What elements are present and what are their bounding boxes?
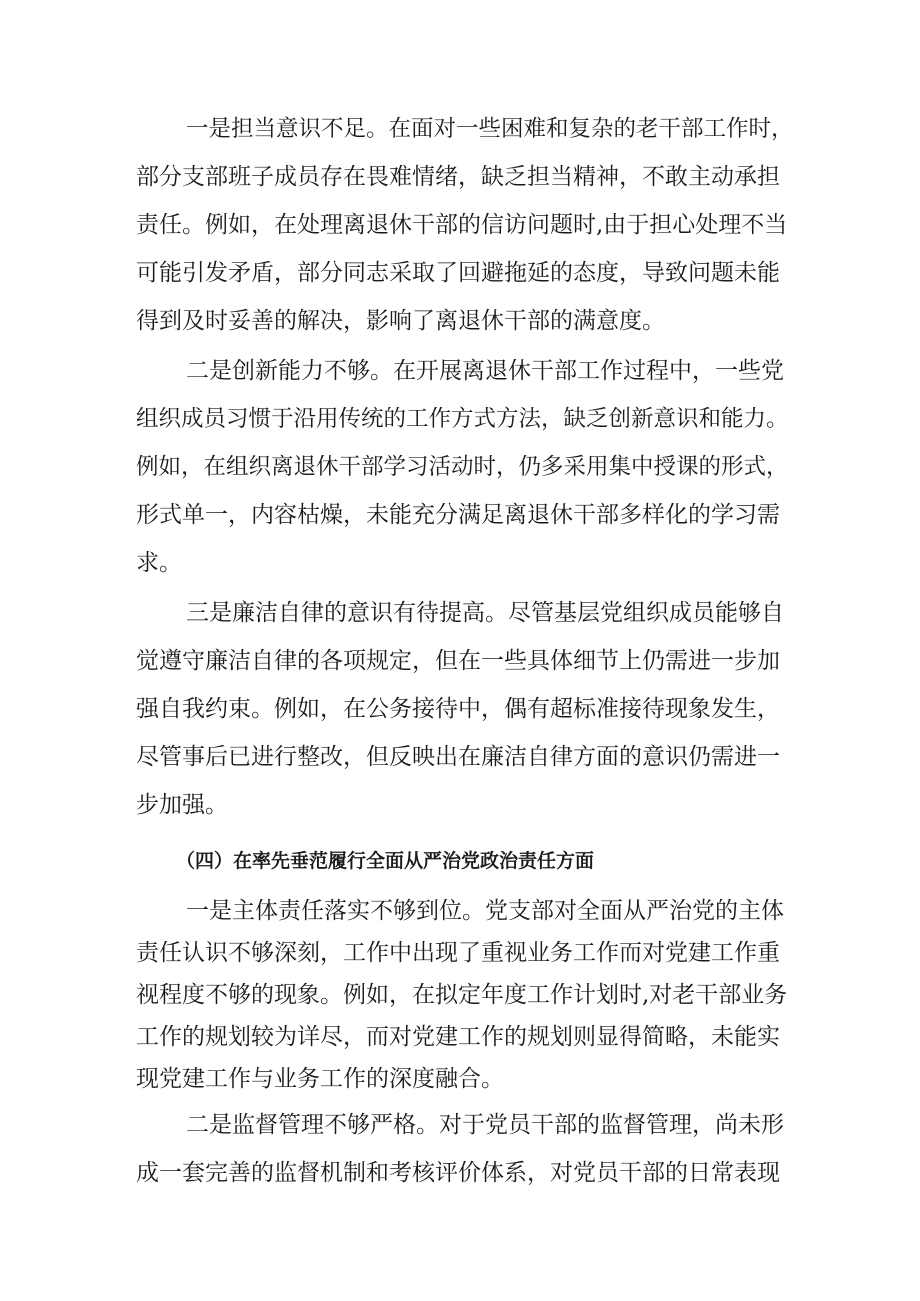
paragraph-2-line-4: 形式单一，内容枯燥，未能充分满足离退休干部多样化的学习需 xyxy=(136,502,780,528)
paragraph-1-line-3: 责任。例如，在处理离退休干部的信访问题时,由于担心处理不当 xyxy=(136,212,788,238)
paragraph-1-line-1: 一是担当意识不足。在面对一些困难和复杂的老干部工作时， xyxy=(186,116,794,142)
paragraph-2-line-3: 例如，在组织离退休干部学习活动时，仍多采用集中授课的形式， xyxy=(136,454,789,480)
paragraph-3-line-3: 强自我约束。例如，在公务接待中，偶有超标准接待现象发生， xyxy=(136,696,780,722)
paragraph-4-line-1: 一是主体责任落实不够到位。党支部对全面从严治党的主体 xyxy=(186,898,784,924)
paragraph-2-line-2: 组织成员习惯于沿用传统的工作方式方法，缺乏创新意识和能力。 xyxy=(136,406,789,432)
paragraph-5-line-2: 成一套完善的监督机制和考核评价体系，对党员干部的日常表现 xyxy=(136,1160,780,1186)
paragraph-1-line-2: 部分支部班子成员存在畏难情绪，缺乏担当精神，不敢主动承担 xyxy=(136,164,780,190)
paragraph-3-line-5: 步加强。 xyxy=(136,792,228,818)
section-heading: （四）在率先垂范履行全面从严治党政治责任方面 xyxy=(176,850,595,872)
paragraph-2-line-5: 求。 xyxy=(136,550,182,576)
paragraph-3-line-2: 觉遵守廉洁自律的各项规定，但在一些具体细节上仍需进一步加 xyxy=(136,648,780,674)
paragraph-3-line-1: 三是廉洁自律的意识有待提高。尽管基层党组织成员能够自 xyxy=(186,600,784,626)
paragraph-4-line-5: 现党建工作与业务工作的深度融合。 xyxy=(136,1066,504,1092)
paragraph-4-line-4: 工作的规划较为详尽，而对党建工作的规划则显得简略，未能实 xyxy=(136,1024,780,1050)
paragraph-4-line-3: 视程度不够的现象。例如，在拟定年度工作计划时,对老干部业务 xyxy=(136,982,788,1008)
paragraph-4-line-2: 责任认识不够深刻，工作中出现了重视业务工作而对党建工作重 xyxy=(136,940,780,966)
paragraph-1-line-5: 得到及时妥善的解决，影响了离退休干部的满意度。 xyxy=(136,308,665,334)
paragraph-1-line-4: 可能引发矛盾，部分同志采取了回避拖延的态度，导致问题未能 xyxy=(136,260,780,286)
paragraph-2-line-1: 二是创新能力不够。在开展离退休干部工作过程中，一些党 xyxy=(186,358,784,384)
paragraph-5-line-1: 二是监督管理不够严格。对于党员干部的监督管理，尚未形 xyxy=(186,1112,784,1138)
paragraph-3-line-4: 尽管事后已进行整改，但反映出在廉洁自律方面的意识仍需进一 xyxy=(136,744,780,770)
